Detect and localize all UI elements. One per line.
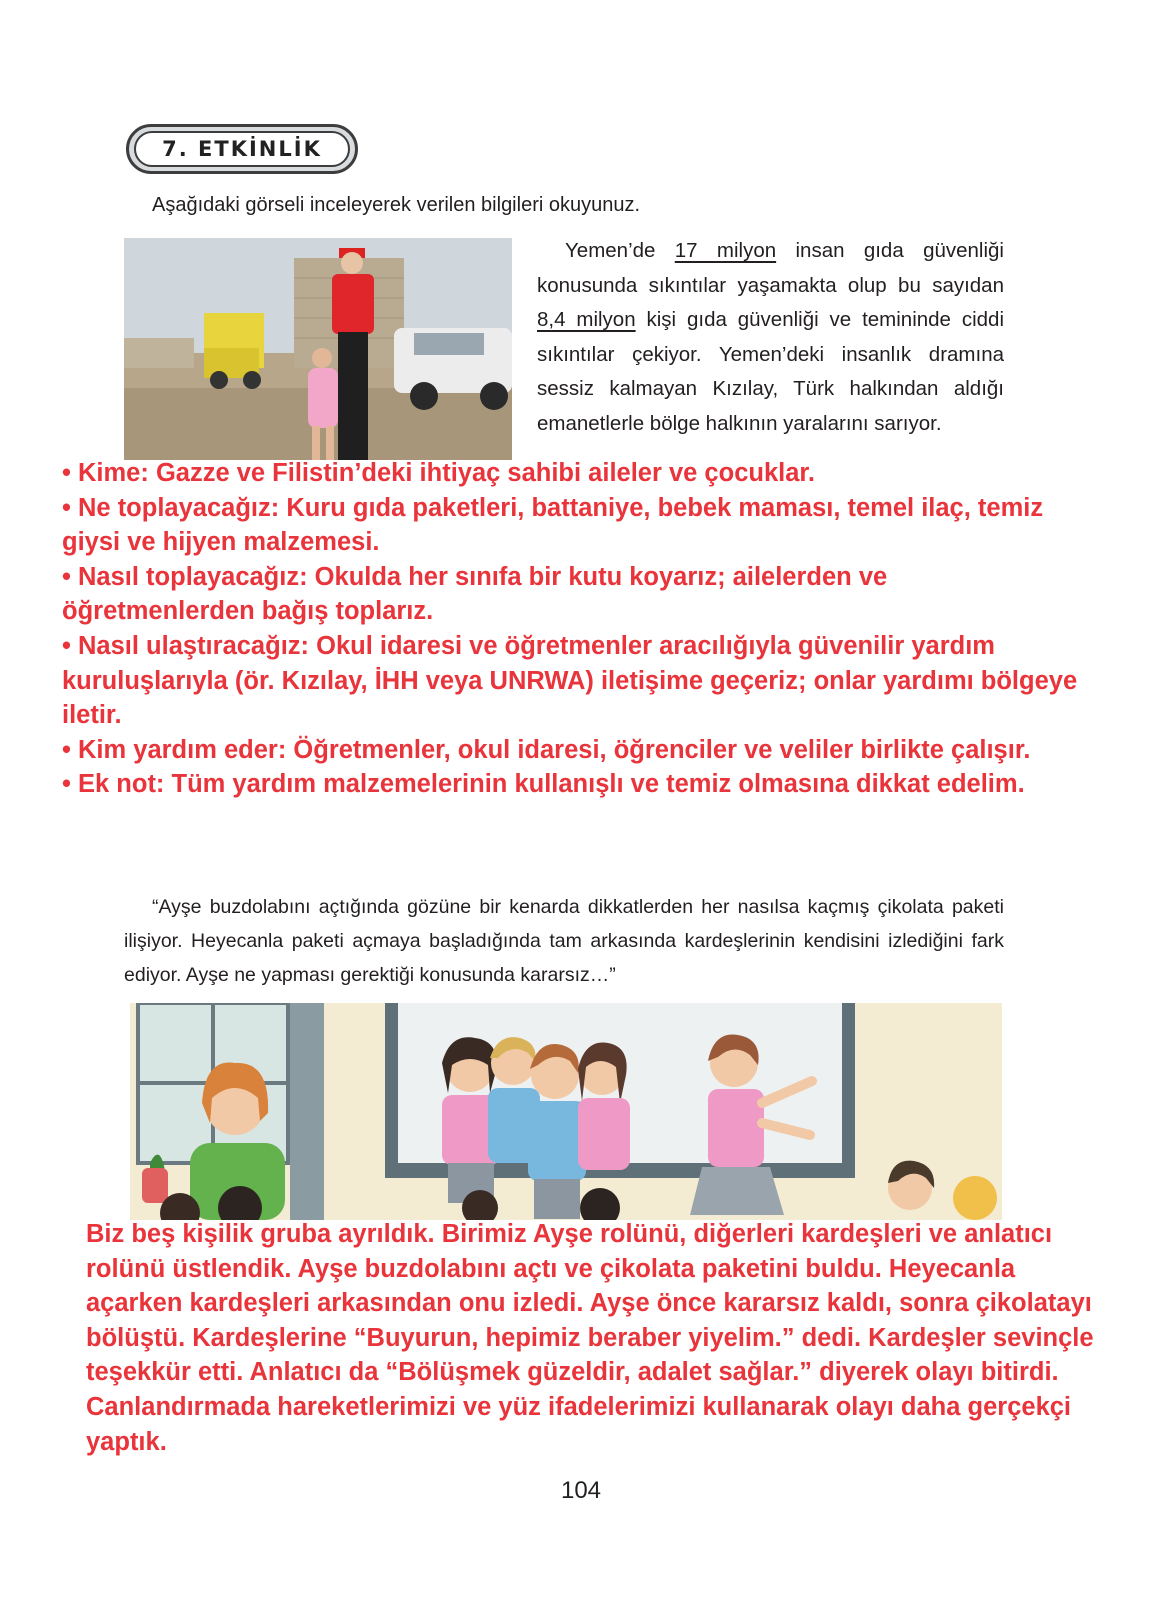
story-paragraph xyxy=(124,890,1004,992)
answer-item: • Kime: Gazze ve Filistin’deki ihtiyaç sahibi aileler ve çocuklar. xyxy=(62,459,815,487)
activity-badge-label: 7. ETKİNLİK xyxy=(134,131,350,167)
classroom-drawing xyxy=(130,1003,1002,1220)
info-text-part1: Yemen’de xyxy=(565,239,675,262)
yemen-info-text xyxy=(537,234,1004,442)
answer-item: • Kim yardım eder: Öğretmenler, okul idaresi, öğrenciler ve veliler birlikte çalışır. xyxy=(62,735,1031,764)
info-text-part2: insan gıda güvenliği konusunda sıkıntılar yaşamakta olup bu sayıdan xyxy=(537,239,1004,297)
story-text: “Ayşe buzdolabını açtığında gözüne bir kenarda dikkatlerden her nasılsa kaçmış çikolata paketi ilişiyor. Heyecanla paketi açmaya başladığında tam arkasında kardeşlerinin kendisini izlediğini fark ediyor. Ayşe ne yapması gerektiği konusunda kararsız…” xyxy=(124,896,1004,986)
photo-illustration xyxy=(124,238,512,460)
roleplay-answer: Biz beş kişilik gruba ayrıldık. Birimiz Ayşe rolünü, diğerleri kardeşleri ve anlatıcı rolünü üstlendik. Ayşe buzdolabını açtı ve çikolata paketini buldu. Heyecanla açarken kardeşleri arkasından onu izledi. Ayşe önce kararsız kaldı, sonra çikolatayı bölüştü. Kardeşlerine “Buyurun, hepimiz beraber yiyelim.” dedi. Kardeşler sevinçle teşekkür etti. Anlatıcı da “Bölüşmek güzeldir, adalet sağlar.” diyerek olayı bitirdi. Canlandırmada hareketlerimizi ve yüz ifadelerimizi kullanarak olayı daha gerçekçi yaptık. xyxy=(86,1220,1094,1456)
red-crescent-photo xyxy=(124,238,512,460)
yemen-info-paragraph xyxy=(537,234,1004,460)
instruction-text: Aşağıdaki görseli inceleyerek verilen bilgileri okuyunuz. xyxy=(152,194,641,216)
answer-item: • Ek not: Tüm yardım malzemelerinin kullanışlı ve temiz olmasına dikkat edelim. xyxy=(62,770,1025,799)
activity-badge xyxy=(126,124,358,174)
classroom-illustration xyxy=(130,1003,1002,1220)
info-highlight-8-4-million: 8,4 milyon xyxy=(537,308,636,332)
info-highlight-17-million: 17 milyon xyxy=(674,239,777,262)
answer-item: • Nasıl toplayacağız: Okulda her sınıfa bir kutu koyarız; ailelerden ve öğretmenlerden bağış toplarız. xyxy=(62,562,888,626)
info-text-part3: kişi gıda güvenliği ve temininde ciddi sıkıntılar çekiyor. Yemen’deki insanlık dramına sessiz kalmayan Kızılay, Türk halkından aldığı emanetlerle bölge halkının yaralarını sarıyor. xyxy=(537,308,1004,435)
answer-item: • Nasıl ulaştıracağız: Okul idaresi ve öğretmenler aracılığıyla güvenilir yardım kuruluşlarıyla (ör. Kızılay, İHH veya UNRWA) iletişime geçeriz; onlar yardımı bölgeye iletir. xyxy=(62,631,1078,730)
page-number: 104 xyxy=(560,1477,602,1504)
answer-item: • Ne toplayacağız: Kuru gıda paketleri, battaniye, bebek maması, temel ilaç, temiz giysi ve hijyen malzemesi. xyxy=(62,493,1044,557)
answer-list xyxy=(62,456,1082,802)
